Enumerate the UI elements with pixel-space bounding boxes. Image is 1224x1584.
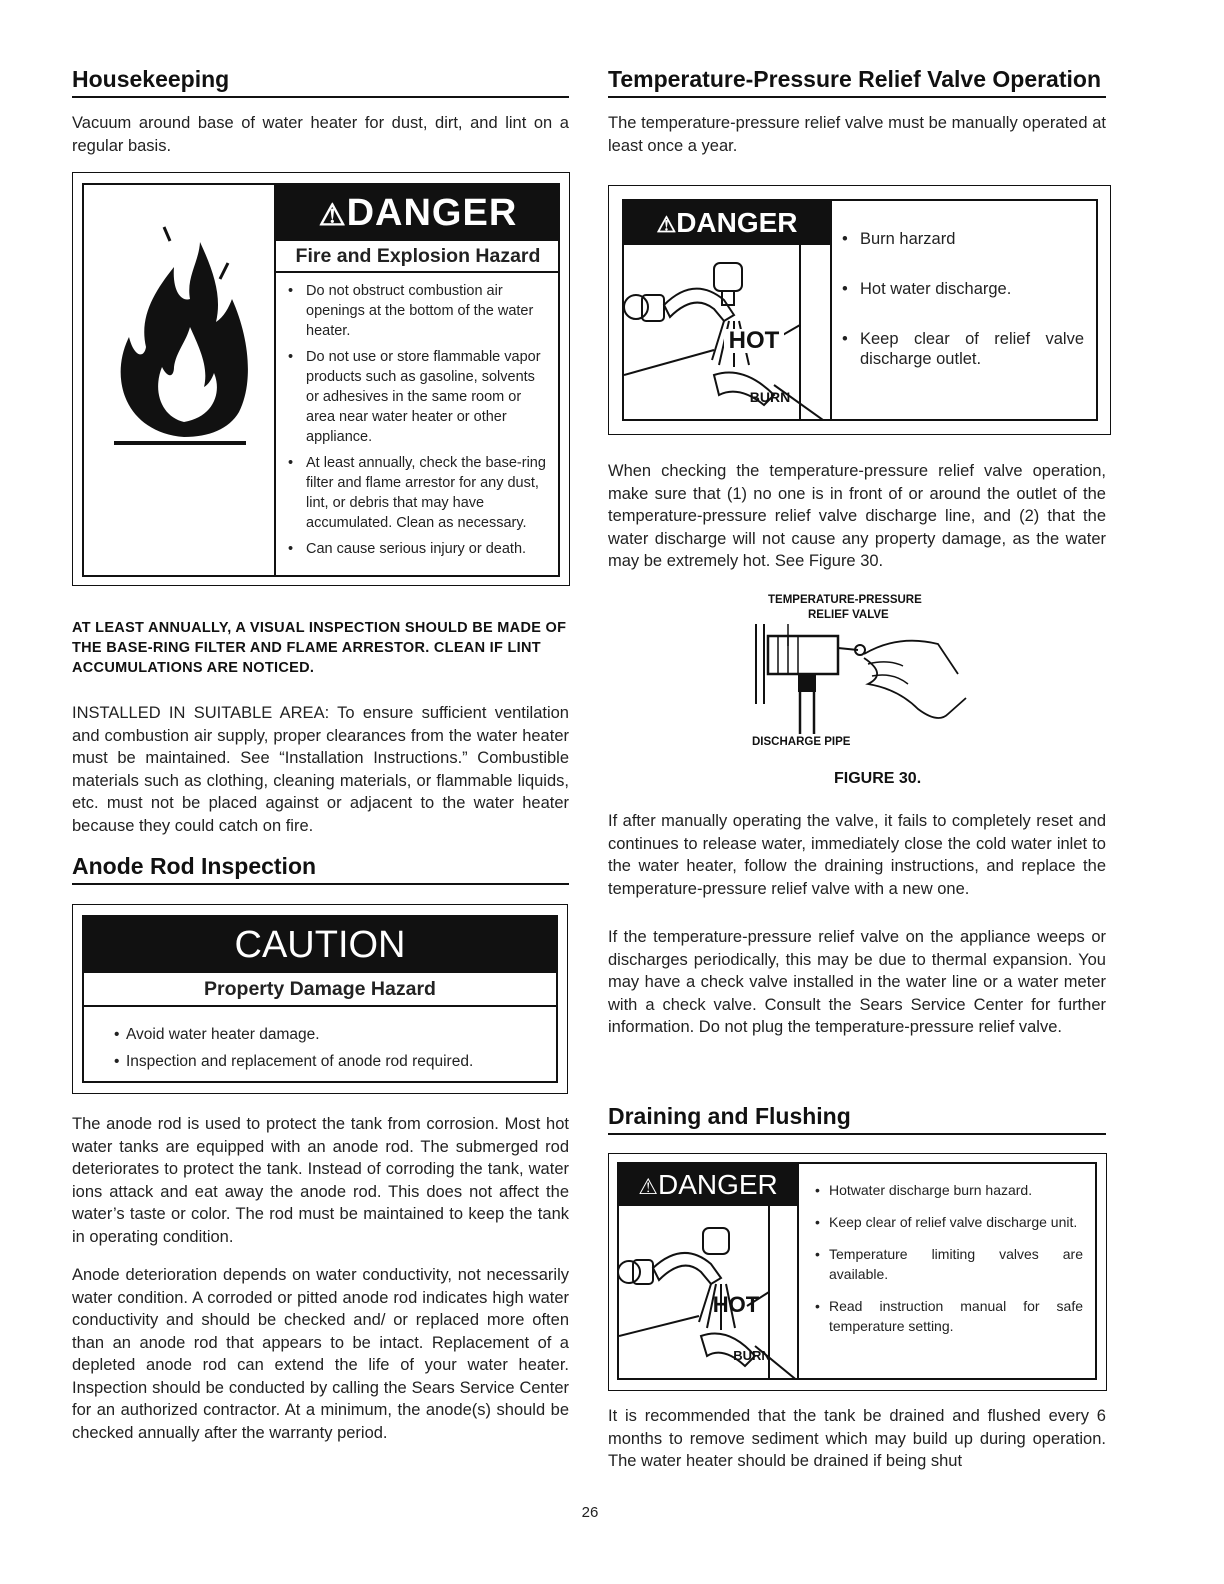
page-number: 26: [581, 1504, 599, 1521]
draining-danger-bullet: • Read instruction manual for safe temperature setting.: [815, 1296, 1083, 1336]
tpr-danger-banner: [624, 201, 830, 245]
tpr-intro: The temperature-pressure relief valve must be manually operated at least once a year.: [608, 114, 1106, 155]
draining-danger-image-panel: [619, 1164, 799, 1378]
relief-valve-illustration: [748, 614, 968, 734]
tpr-danger-bullets: [842, 229, 1084, 369]
figure-label-tpr-valve: TEMPERATURE-PRESSURE: [768, 594, 922, 606]
danger-bullet: • Do not use or store flammable vapor products such as gasoline, solvents or adhesives in the same room or area near water heater or other appliance.: [288, 347, 550, 447]
danger-banner: [276, 185, 560, 241]
fire-danger-inner: [82, 183, 560, 577]
draining-danger-inner: [617, 1162, 1097, 1380]
figure-label-relief-valve: RELIEF VALVE: [808, 609, 889, 621]
hot-label: HOT: [724, 329, 784, 353]
installed-text: INSTALLED IN SUITABLE AREA: To ensure sufficient ventilation and combustion air supply, proper clearances from the water heater must be maintained. See “Installation Instructions.” Combustible materials such as clothing, cleaning materials, or flammable liquids, etc. must not be placed against or adjacent to the water heater because they could catch on fire.: [72, 704, 569, 835]
tpr-section: [608, 66, 1106, 157]
warning-triangle-icon: ⚠: [638, 1174, 658, 1199]
anode-para-2: Anode deterioration depends on water conductivity, not necessarily water condition. A corroded or pitted anode rod indicates high water conductivity and should be checked and/ or replaced more often than an anode rod that appears to be intact. Replacement of a depleted anode rod can extend the life of your water heater. Inspection should be conducted by calling the Sears Service Center for an authorized contractor. At a minimum, the anode(s) should be checked annually after the warranty period.: [72, 1266, 569, 1442]
draining-danger-bullet: • Temperature limiting valves are available.: [815, 1244, 1083, 1284]
draining-section: [608, 1103, 1106, 1135]
figure-30: [608, 594, 1106, 794]
tpr-danger-image-panel: [624, 201, 832, 419]
anode-para-1: The anode rod is used to protect the tank from corrosion. Most hot water tanks are equipped with an anode rod. The submerged rod deteriorates to protect the tank. Instead of corroding the tank, water ions attack and eat away the anode rod. This does not affect the water’s taste or color. The rod must be maintained to keep the tank in operating condition.: [72, 1115, 569, 1246]
caution-bullets: [114, 1021, 544, 1075]
draining-text: [608, 1405, 1106, 1473]
installed-section: [72, 702, 569, 837]
tpr-para-3: If the temperature-pressure relief valve on the appliance weeps or discharges periodically, this may be due to thermal expansion. You may have a check valve installed in the water line or a water meter with a check valve. Consult the Sears Service Center for further information. Do not plug the temperature-pressure relief valve.: [608, 928, 1106, 1036]
housekeeping-heading: Housekeeping: [72, 66, 569, 98]
danger-bullet: • Do not obstruct combustion air openings at the bottom of the water heater.: [288, 281, 550, 341]
danger-bullet: • At least annually, check the base-ring filter and flame arrestor for any dust, lint, or debris that may have accumulated. Clean as necessary.: [288, 453, 550, 533]
draining-danger-bullets: [815, 1180, 1083, 1336]
tpr-para-2: If after manually operating the valve, it fails to completely reset and continues to release water, immediately close the cold water inlet to the water heater, follow the draining instructions, and replace the temperature-pressure relief valve with a new one.: [608, 812, 1106, 898]
danger-subtitle: Fire and Explosion Hazard: [276, 241, 560, 273]
caution-bullet: • Avoid water heater damage.: [114, 1021, 544, 1048]
draining-para-1: It is recommended that the tank be drained and flushed every 6 months to remove sediment which may build up during operation. The water heater should be drained if being shut: [608, 1407, 1106, 1470]
tpr-heading: Temperature-Pressure Relief Valve Operation: [608, 66, 1106, 98]
tpr-danger-bullet: • Hot water discharge.: [842, 279, 1084, 299]
caution-inner: [82, 915, 558, 1083]
flame-icon: [104, 207, 264, 447]
tpr-danger-box: [608, 185, 1111, 435]
tpr-para-2-block: [608, 810, 1106, 1039]
fire-danger-panel: [274, 185, 560, 575]
anode-text: [72, 1113, 569, 1444]
tpr-danger-inner: [622, 199, 1098, 421]
figure-label-discharge-pipe: DISCHARGE PIPE: [752, 736, 851, 748]
draining-danger-title: DANGER: [657, 1169, 778, 1200]
caution-title: CAUTION: [84, 917, 556, 973]
tpr-para-1: When checking the temperature-pressure relief valve operation, make sure that (1) no one is in front of or around the outlet of the temperature-pressure relief valve discharge line, and (2) that the water discharge will not cause any property damage, as the water may be extremely hot. See Figure 30.: [608, 462, 1106, 570]
warning-triangle-icon: ⚠: [656, 212, 677, 237]
hot-label: HOT: [712, 1292, 760, 1317]
draining-danger-bullet: • Hotwater discharge burn hazard.: [815, 1180, 1083, 1200]
housekeeping-section: [72, 66, 569, 157]
draining-danger-box: [608, 1153, 1107, 1391]
danger-title: DANGER: [346, 192, 518, 234]
fire-danger-box: [72, 172, 570, 586]
draining-heading: Draining and Flushing: [608, 1103, 1106, 1135]
annual-inspection-note: [72, 618, 569, 678]
caution-bullet: • Inspection and replacement of anode rod required.: [114, 1048, 544, 1075]
draining-danger-bullet: • Keep clear of relief valve discharge unit.: [815, 1212, 1083, 1232]
danger-bullet: • Can cause serious injury or death.: [288, 539, 550, 559]
tpr-danger-bullet: • Burn harzard: [842, 229, 1084, 249]
housekeeping-text: Vacuum around base of water heater for dust, dirt, and lint on a regular basis.: [72, 114, 569, 155]
draining-danger-banner: [619, 1164, 797, 1206]
tpr-para-1-block: [608, 460, 1106, 573]
warning-triangle-icon: ⚠: [318, 199, 347, 232]
anode-section: [72, 853, 569, 885]
tpr-danger-title: DANGER: [676, 207, 798, 238]
tpr-danger-bullet: • Keep clear of relief valve discharge outlet.: [842, 329, 1084, 369]
fire-danger-bullets: [288, 281, 550, 559]
burn-label: BURN: [733, 1348, 771, 1363]
caution-box: [72, 904, 568, 1094]
anode-heading: Anode Rod Inspection: [72, 853, 569, 885]
burn-label: BURN: [749, 389, 791, 405]
caution-subtitle: Property Damage Hazard: [84, 973, 556, 1007]
figure-caption: FIGURE 30.: [834, 770, 922, 787]
annual-note-text: AT LEAST ANNUALLY, A VISUAL INSPECTION SHOULD BE MADE OF THE BASE-RING FILTER AND FLAME ARRESTOR. CLEAN IF LINT ACCUMULATIONS ARE NOTICED.: [72, 620, 567, 676]
